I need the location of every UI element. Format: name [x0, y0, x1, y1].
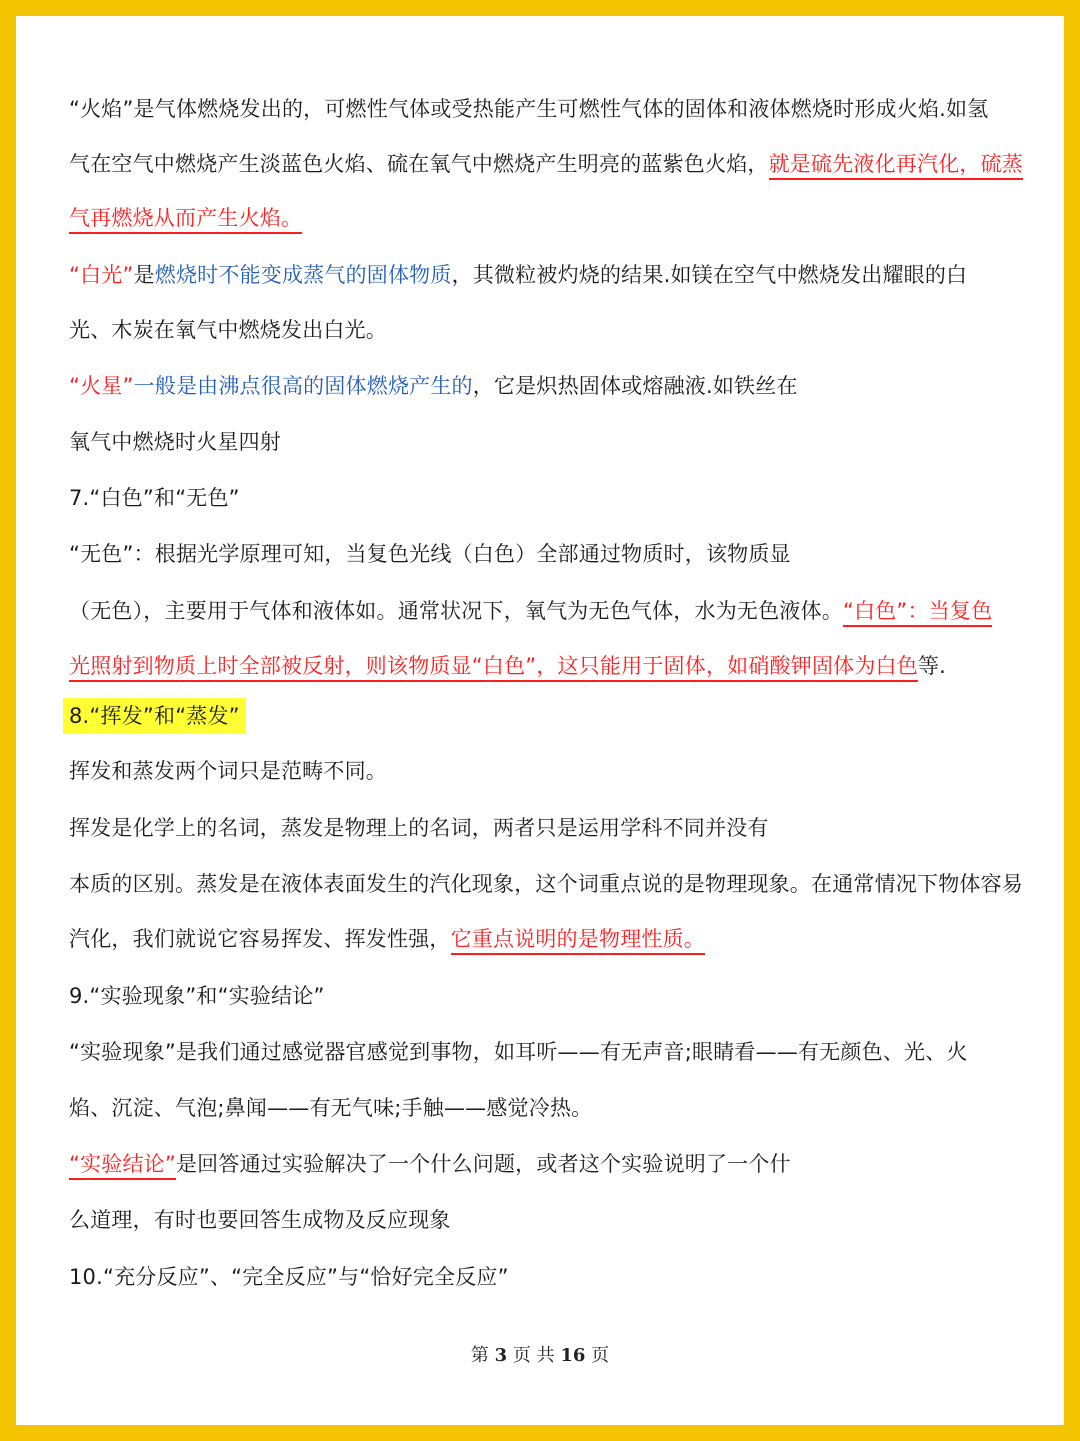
text-line [69, 870, 1023, 898]
text-line [69, 1150, 791, 1178]
emphasis-red: 就是硫先液化再汽化，硫蒸 [769, 152, 1023, 180]
text-line [69, 1094, 592, 1122]
text-line [69, 1038, 968, 1066]
text-span: 光、木炭在氧气中燃烧发出白光。 [69, 318, 387, 342]
term-conclusion: “实验结论” [69, 1152, 176, 1180]
text-line [69, 316, 387, 344]
text-span: 氧气中燃烧时火星四射 [69, 430, 281, 454]
heading-text: 7.“白色”和“无色” [69, 486, 240, 510]
text-line [69, 814, 769, 842]
text-line [69, 261, 967, 289]
section-heading-10 [69, 1263, 509, 1291]
text-span: 汽化，我们就说它容易挥发、挥发性强， [69, 927, 451, 951]
paragraph-flame: “火焰”是气体燃烧发出的，可燃性气体或受热能产生可燃性气体的固体和液体燃烧时形成火焰.如氢 [69, 97, 989, 121]
heading-text: 10.“充分反应”、“完全反应”与“恰好完全反应” [69, 1265, 509, 1289]
term-spark: “火星” [69, 374, 134, 398]
text-span: 焰、沉淀、气泡;鼻闻——有无气味;手触——感觉冷热。 [69, 1096, 593, 1120]
text-line [69, 597, 992, 625]
text-span: 是 [133, 263, 155, 287]
text-span: 是回答通过实验解决了一个什么问题，或者这个实验说明了一个什 [175, 1152, 791, 1176]
section-heading-8 [63, 702, 246, 730]
text-line [69, 428, 281, 456]
emphasis-blue: 一般是由沸点很高的固体燃烧产生的 [133, 374, 473, 398]
footer-prefix: 第 [470, 1345, 489, 1366]
text-span: ，其微粒被灼烧的结果.如镁在空气中燃烧发出耀眼的白 [451, 263, 968, 287]
text-line [69, 204, 302, 232]
emphasis-red: 气再燃烧从而产生火焰。 [69, 206, 302, 234]
text-span: 么道理，有时也要回答生成物及反应现象 [69, 1208, 451, 1232]
emphasis-red: “白色”：当复色 [843, 599, 992, 627]
text-span: 等. [917, 654, 947, 678]
term-white-light: “白光” [69, 263, 134, 287]
text-span: （无色），主要用于气体和液体如。通常状况下，氧气为无色气体，水为无色液体。 [69, 599, 843, 623]
text-span: 挥发是化学上的名词，蒸发是物理上的名词，两者只是运用学科不同并没有 [69, 816, 769, 840]
heading-text: 9.“实验现象”和“实验结论” [69, 984, 325, 1008]
current-page: 3 [494, 1345, 508, 1366]
text-line [69, 372, 798, 400]
text-line [69, 1206, 451, 1234]
footer-mid: 页 共 [512, 1345, 555, 1366]
page-frame [10, 10, 1070, 1431]
page-number [19, 1341, 1061, 1367]
emphasis-red: 它重点说明的是物理性质。 [451, 927, 705, 955]
section-heading-9 [69, 982, 325, 1010]
emphasis-blue: 燃烧时不能变成蒸气的固体物质 [154, 263, 452, 287]
text-line [69, 757, 387, 785]
total-pages: 16 [560, 1345, 586, 1366]
text-line [69, 95, 988, 123]
text-span: 气在空气中燃烧产生淡蓝色火焰、硫在氧气中燃烧产生明亮的蓝紫色火焰， [69, 152, 769, 176]
footer-suffix: 页 [591, 1345, 610, 1366]
text-span: 挥发和蒸发两个词只是范畴不同。 [69, 759, 387, 783]
text-span: “实验现象”是我们通过感觉器官感觉到事物，如耳听——有无声音;眼睛看——有无颜色、光、火 [69, 1040, 968, 1064]
section-heading-7 [69, 484, 240, 512]
text-line [69, 150, 1023, 178]
text-line [69, 925, 705, 953]
document-page [16, 16, 1064, 1425]
text-span: “无色”：根据光学原理可知，当复色光线（白色）全部通过物质时，该物质显 [69, 542, 791, 566]
text-span: ，它是炽热固体或熔融液.如铁丝在 [472, 374, 798, 398]
text-line [69, 652, 946, 680]
text-span: 本质的区别。蒸发是在液体表面发生的汽化现象，这个词重点说的是物理现象。在通常情况下物体容易 [69, 872, 1023, 896]
highlighted-heading: 8.“挥发”和“蒸发” [63, 698, 246, 734]
emphasis-red: 光照射到物质上时全部被反射，则该物质显“白色”，这只能用于固体，如硝酸钾固体为白色 [69, 654, 918, 682]
text-line [69, 540, 791, 568]
